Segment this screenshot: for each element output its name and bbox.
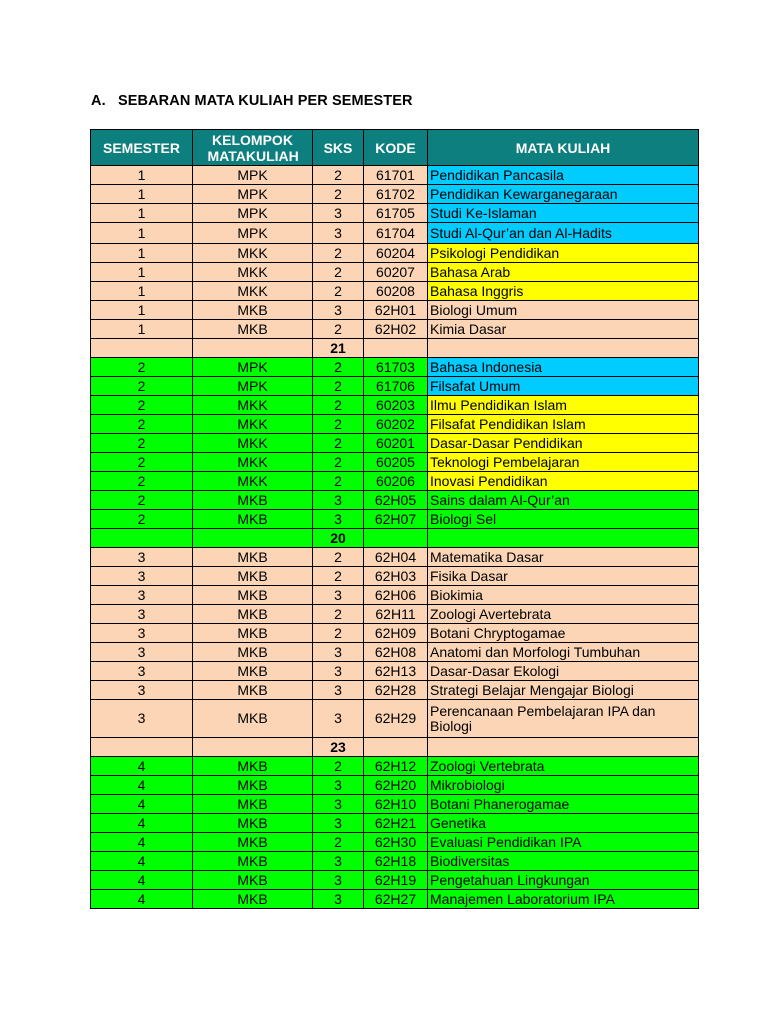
cell-kelompok: MKB — [193, 643, 313, 662]
table-row — [91, 396, 699, 415]
cell-sks: 2 — [313, 282, 364, 301]
cell-mata-kuliah: Dasar-Dasar Ekologi — [428, 662, 699, 681]
cell-kelompok: MKK — [193, 282, 313, 301]
table-row — [91, 586, 699, 605]
cell-kode: 62H10 — [364, 795, 428, 814]
total-cell-semester — [91, 529, 193, 548]
table-row — [91, 223, 699, 244]
cell-kelompok: MKK — [193, 244, 313, 263]
cell-kode: 62H09 — [364, 624, 428, 643]
cell-semester: 1 — [91, 301, 193, 320]
cell-semester: 3 — [91, 548, 193, 567]
cell-sks: 2 — [313, 833, 364, 852]
cell-kode: 60206 — [364, 472, 428, 491]
cell-sks: 2 — [313, 548, 364, 567]
cell-sks: 2 — [313, 757, 364, 776]
cell-kelompok: MKB — [193, 662, 313, 681]
table-row — [91, 548, 699, 567]
cell-kode: 60203 — [364, 396, 428, 415]
cell-kelompok: MKB — [193, 320, 313, 339]
table-row — [91, 833, 699, 852]
total-cell-sks: 21 — [313, 339, 364, 358]
cell-kode: 62H03 — [364, 567, 428, 586]
cell-semester: 3 — [91, 700, 193, 738]
cell-mata-kuliah: Filsafat Pendidikan Islam — [428, 415, 699, 434]
table-row — [91, 700, 699, 738]
cell-sks: 3 — [313, 662, 364, 681]
table-row — [91, 643, 699, 662]
cell-semester: 4 — [91, 814, 193, 833]
table-row — [91, 605, 699, 624]
cell-kode: 62H01 — [364, 301, 428, 320]
cell-semester: 2 — [91, 377, 193, 396]
total-cell-kode — [364, 529, 428, 548]
cell-semester: 4 — [91, 795, 193, 814]
cell-kode: 62H11 — [364, 605, 428, 624]
cell-sks: 2 — [313, 244, 364, 263]
cell-semester: 1 — [91, 223, 193, 244]
total-cell-mata-kuliah — [428, 339, 699, 358]
total-cell-kelompok — [193, 738, 313, 757]
cell-mata-kuliah: Botani Chryptogamae — [428, 624, 699, 643]
total-cell-kode — [364, 339, 428, 358]
cell-kelompok: MPK — [193, 377, 313, 396]
cell-mata-kuliah: Ilmu Pendidikan Islam — [428, 396, 699, 415]
table-row — [91, 263, 699, 282]
cell-kelompok: MKB — [193, 624, 313, 643]
section-heading — [91, 93, 413, 109]
cell-kode: 62H13 — [364, 662, 428, 681]
table-row — [91, 624, 699, 643]
table-row — [91, 871, 699, 890]
cell-mata-kuliah: Mikrobiologi — [428, 776, 699, 795]
cell-kode: 62H04 — [364, 548, 428, 567]
col-header-kelompok-text: KELOMPOK MATAKULIAH — [207, 131, 299, 164]
cell-sks: 3 — [313, 681, 364, 700]
cell-kelompok: MPK — [193, 166, 313, 185]
cell-semester: 1 — [91, 185, 193, 204]
total-cell-sks: 23 — [313, 738, 364, 757]
cell-kelompok: MKB — [193, 681, 313, 700]
cell-kode: 60208 — [364, 282, 428, 301]
table-row — [91, 814, 699, 833]
cell-kode: 61701 — [364, 166, 428, 185]
cell-kode: 62H29 — [364, 700, 428, 738]
total-cell-mata-kuliah — [428, 738, 699, 757]
cell-mata-kuliah: Teknologi Pembelajaran — [428, 453, 699, 472]
cell-mata-kuliah: Botani Phanerogamae — [428, 795, 699, 814]
cell-kode: 61706 — [364, 377, 428, 396]
cell-kode: 62H19 — [364, 871, 428, 890]
cell-kelompok: MKB — [193, 491, 313, 510]
cell-semester: 1 — [91, 244, 193, 263]
cell-kode: 62H20 — [364, 776, 428, 795]
cell-semester: 2 — [91, 453, 193, 472]
cell-kelompok: MKB — [193, 586, 313, 605]
cell-mata-kuliah: Bahasa Inggris — [428, 282, 699, 301]
cell-sks: 3 — [313, 700, 364, 738]
cell-sks: 2 — [313, 320, 364, 339]
cell-semester: 2 — [91, 415, 193, 434]
cell-mata-kuliah: Pengetahuan Lingkungan — [428, 871, 699, 890]
cell-sks: 2 — [313, 605, 364, 624]
cell-kelompok: MKB — [193, 852, 313, 871]
col-header-sks: SKS — [313, 130, 364, 166]
cell-mata-kuliah: Bahasa Arab — [428, 263, 699, 282]
cell-sks: 2 — [313, 567, 364, 586]
cell-semester: 3 — [91, 681, 193, 700]
table-row — [91, 377, 699, 396]
table-row — [91, 282, 699, 301]
table-row — [91, 776, 699, 795]
table-row — [91, 166, 699, 185]
cell-sks: 3 — [313, 852, 364, 871]
cell-mata-kuliah: Zoologi Avertebrata — [428, 605, 699, 624]
total-cell-mata-kuliah — [428, 529, 699, 548]
total-cell-kode — [364, 738, 428, 757]
cell-semester: 3 — [91, 605, 193, 624]
table-row — [91, 185, 699, 204]
table-row — [91, 358, 699, 377]
cell-semester: 4 — [91, 833, 193, 852]
table-row — [91, 415, 699, 434]
cell-kode: 62H05 — [364, 491, 428, 510]
cell-sks: 3 — [313, 223, 364, 244]
cell-semester: 4 — [91, 776, 193, 795]
cell-semester: 3 — [91, 567, 193, 586]
cell-kelompok: MKK — [193, 434, 313, 453]
cell-mata-kuliah: Studi Ke-Islaman — [428, 204, 699, 223]
cell-sks: 2 — [313, 396, 364, 415]
total-cell-sks: 20 — [313, 529, 364, 548]
cell-semester: 4 — [91, 757, 193, 776]
table-row — [91, 757, 699, 776]
cell-sks: 2 — [313, 377, 364, 396]
cell-kelompok: MPK — [193, 204, 313, 223]
cell-kelompok: MKB — [193, 567, 313, 586]
cell-mata-kuliah: Genetika — [428, 814, 699, 833]
table-row — [91, 301, 699, 320]
table-row — [91, 662, 699, 681]
cell-kelompok: MKB — [193, 605, 313, 624]
cell-semester: 3 — [91, 586, 193, 605]
total-row — [91, 738, 699, 757]
cell-sks: 3 — [313, 814, 364, 833]
cell-kode: 62H02 — [364, 320, 428, 339]
cell-kode: 60201 — [364, 434, 428, 453]
section-letter: A. — [91, 93, 106, 109]
cell-kelompok: MKB — [193, 510, 313, 529]
cell-sks: 3 — [313, 795, 364, 814]
section-title: SEBARAN MATA KULIAH PER SEMESTER — [118, 93, 413, 109]
cell-kelompok: MKB — [193, 548, 313, 567]
cell-kelompok: MPK — [193, 185, 313, 204]
cell-semester: 4 — [91, 852, 193, 871]
table-row — [91, 567, 699, 586]
cell-sks: 3 — [313, 643, 364, 662]
table-row — [91, 434, 699, 453]
cell-mata-kuliah: Biodiversitas — [428, 852, 699, 871]
cell-mata-kuliah: Bahasa Indonesia — [428, 358, 699, 377]
cell-mata-kuliah: Kimia Dasar — [428, 320, 699, 339]
cell-kode: 62H07 — [364, 510, 428, 529]
cell-mata-kuliah: Matematika Dasar — [428, 548, 699, 567]
cell-kode: 62H28 — [364, 681, 428, 700]
col-header-kode: KODE — [364, 130, 428, 166]
cell-mata-kuliah: Manajemen Laboratorium IPA — [428, 890, 699, 909]
total-cell-semester — [91, 339, 193, 358]
cell-kelompok: MKB — [193, 776, 313, 795]
col-header-mata-kuliah: MATA KULIAH — [428, 130, 699, 166]
cell-sks: 2 — [313, 358, 364, 377]
cell-semester: 3 — [91, 662, 193, 681]
cell-mata-kuliah: Inovasi Pendidikan — [428, 472, 699, 491]
cell-mata-kuliah: Strategi Belajar Mengajar Biologi — [428, 681, 699, 700]
cell-kelompok: MKB — [193, 833, 313, 852]
cell-semester: 2 — [91, 491, 193, 510]
cell-semester: 4 — [91, 871, 193, 890]
cell-kelompok: MKB — [193, 890, 313, 909]
cell-kelompok: MKK — [193, 263, 313, 282]
cell-sks: 3 — [313, 586, 364, 605]
cell-kode: 62H06 — [364, 586, 428, 605]
cell-mata-kuliah: Biologi Umum — [428, 301, 699, 320]
cell-sks: 3 — [313, 301, 364, 320]
course-table — [90, 129, 699, 909]
cell-sks: 3 — [313, 510, 364, 529]
table-row — [91, 472, 699, 491]
cell-semester: 1 — [91, 282, 193, 301]
cell-mata-kuliah: Studi Al-Qur’an dan Al-Hadits — [428, 223, 699, 244]
cell-mata-kuliah: Perencanaan Pembelajaran IPA dan Biologi — [428, 700, 699, 738]
cell-semester: 3 — [91, 624, 193, 643]
cell-mata-kuliah: Evaluasi Pendidikan IPA — [428, 833, 699, 852]
table-row — [91, 795, 699, 814]
cell-sks: 2 — [313, 472, 364, 491]
cell-sks: 2 — [313, 185, 364, 204]
cell-semester: 2 — [91, 510, 193, 529]
cell-mata-kuliah: Filsafat Umum — [428, 377, 699, 396]
cell-semester: 1 — [91, 263, 193, 282]
cell-sks: 3 — [313, 491, 364, 510]
cell-mata-kuliah: Zoologi Vertebrata — [428, 757, 699, 776]
table-row — [91, 244, 699, 263]
table-header-row — [91, 130, 699, 166]
cell-mata-kuliah: Psikologi Pendidikan — [428, 244, 699, 263]
table-row — [91, 890, 699, 909]
table-row — [91, 204, 699, 223]
cell-kode: 62H30 — [364, 833, 428, 852]
cell-kode: 61702 — [364, 185, 428, 204]
table-row — [91, 453, 699, 472]
table-row — [91, 852, 699, 871]
cell-sks: 2 — [313, 415, 364, 434]
table-row — [91, 491, 699, 510]
cell-sks: 2 — [313, 166, 364, 185]
cell-kelompok: MKB — [193, 301, 313, 320]
total-cell-semester — [91, 738, 193, 757]
cell-kode: 62H08 — [364, 643, 428, 662]
table-row — [91, 320, 699, 339]
cell-kode: 62H18 — [364, 852, 428, 871]
cell-sks: 2 — [313, 624, 364, 643]
cell-kode: 62H21 — [364, 814, 428, 833]
cell-sks: 3 — [313, 890, 364, 909]
cell-sks: 2 — [313, 453, 364, 472]
cell-sks: 3 — [313, 871, 364, 890]
cell-sks: 3 — [313, 776, 364, 795]
cell-kode: 61703 — [364, 358, 428, 377]
cell-kode: 60202 — [364, 415, 428, 434]
cell-kelompok: MKK — [193, 453, 313, 472]
cell-semester: 2 — [91, 358, 193, 377]
total-cell-kelompok — [193, 529, 313, 548]
cell-mata-kuliah: Dasar-Dasar Pendidikan — [428, 434, 699, 453]
cell-kelompok: MPK — [193, 223, 313, 244]
cell-kelompok: MPK — [193, 358, 313, 377]
cell-mata-kuliah: Pendidikan Kewarganegaraan — [428, 185, 699, 204]
cell-semester: 3 — [91, 643, 193, 662]
cell-kode: 60205 — [364, 453, 428, 472]
cell-mata-kuliah: Biologi Sel — [428, 510, 699, 529]
cell-kelompok: MKB — [193, 700, 313, 738]
col-header-semester: SEMESTER — [91, 130, 193, 166]
cell-mata-kuliah: Pendidikan Pancasila — [428, 166, 699, 185]
cell-semester: 2 — [91, 396, 193, 415]
table-row — [91, 681, 699, 700]
cell-kelompok: MKK — [193, 396, 313, 415]
cell-kelompok: MKK — [193, 472, 313, 491]
cell-sks: 3 — [313, 204, 364, 223]
cell-semester: 1 — [91, 166, 193, 185]
total-row — [91, 529, 699, 548]
cell-mata-kuliah: Anatomi dan Morfologi Tumbuhan — [428, 643, 699, 662]
cell-kelompok: MKB — [193, 795, 313, 814]
total-row — [91, 339, 699, 358]
cell-semester: 1 — [91, 320, 193, 339]
cell-kelompok: MKB — [193, 814, 313, 833]
table-row — [91, 510, 699, 529]
cell-semester: 2 — [91, 434, 193, 453]
cell-sks: 2 — [313, 434, 364, 453]
cell-kode: 60207 — [364, 263, 428, 282]
cell-semester: 2 — [91, 472, 193, 491]
cell-semester: 4 — [91, 890, 193, 909]
cell-kode: 61705 — [364, 204, 428, 223]
total-cell-kelompok — [193, 339, 313, 358]
cell-kelompok: MKB — [193, 871, 313, 890]
cell-kelompok: MKB — [193, 757, 313, 776]
cell-kode: 62H12 — [364, 757, 428, 776]
cell-kode: 62H27 — [364, 890, 428, 909]
table-body — [91, 166, 699, 909]
cell-kode: 60204 — [364, 244, 428, 263]
col-header-kelompok — [193, 130, 313, 166]
cell-kode: 61704 — [364, 223, 428, 244]
cell-sks: 2 — [313, 263, 364, 282]
cell-mata-kuliah: Sains dalam Al-Qur’an — [428, 491, 699, 510]
cell-kelompok: MKK — [193, 415, 313, 434]
cell-mata-kuliah: Biokimia — [428, 586, 699, 605]
cell-mata-kuliah: Fisika Dasar — [428, 567, 699, 586]
cell-semester: 1 — [91, 204, 193, 223]
